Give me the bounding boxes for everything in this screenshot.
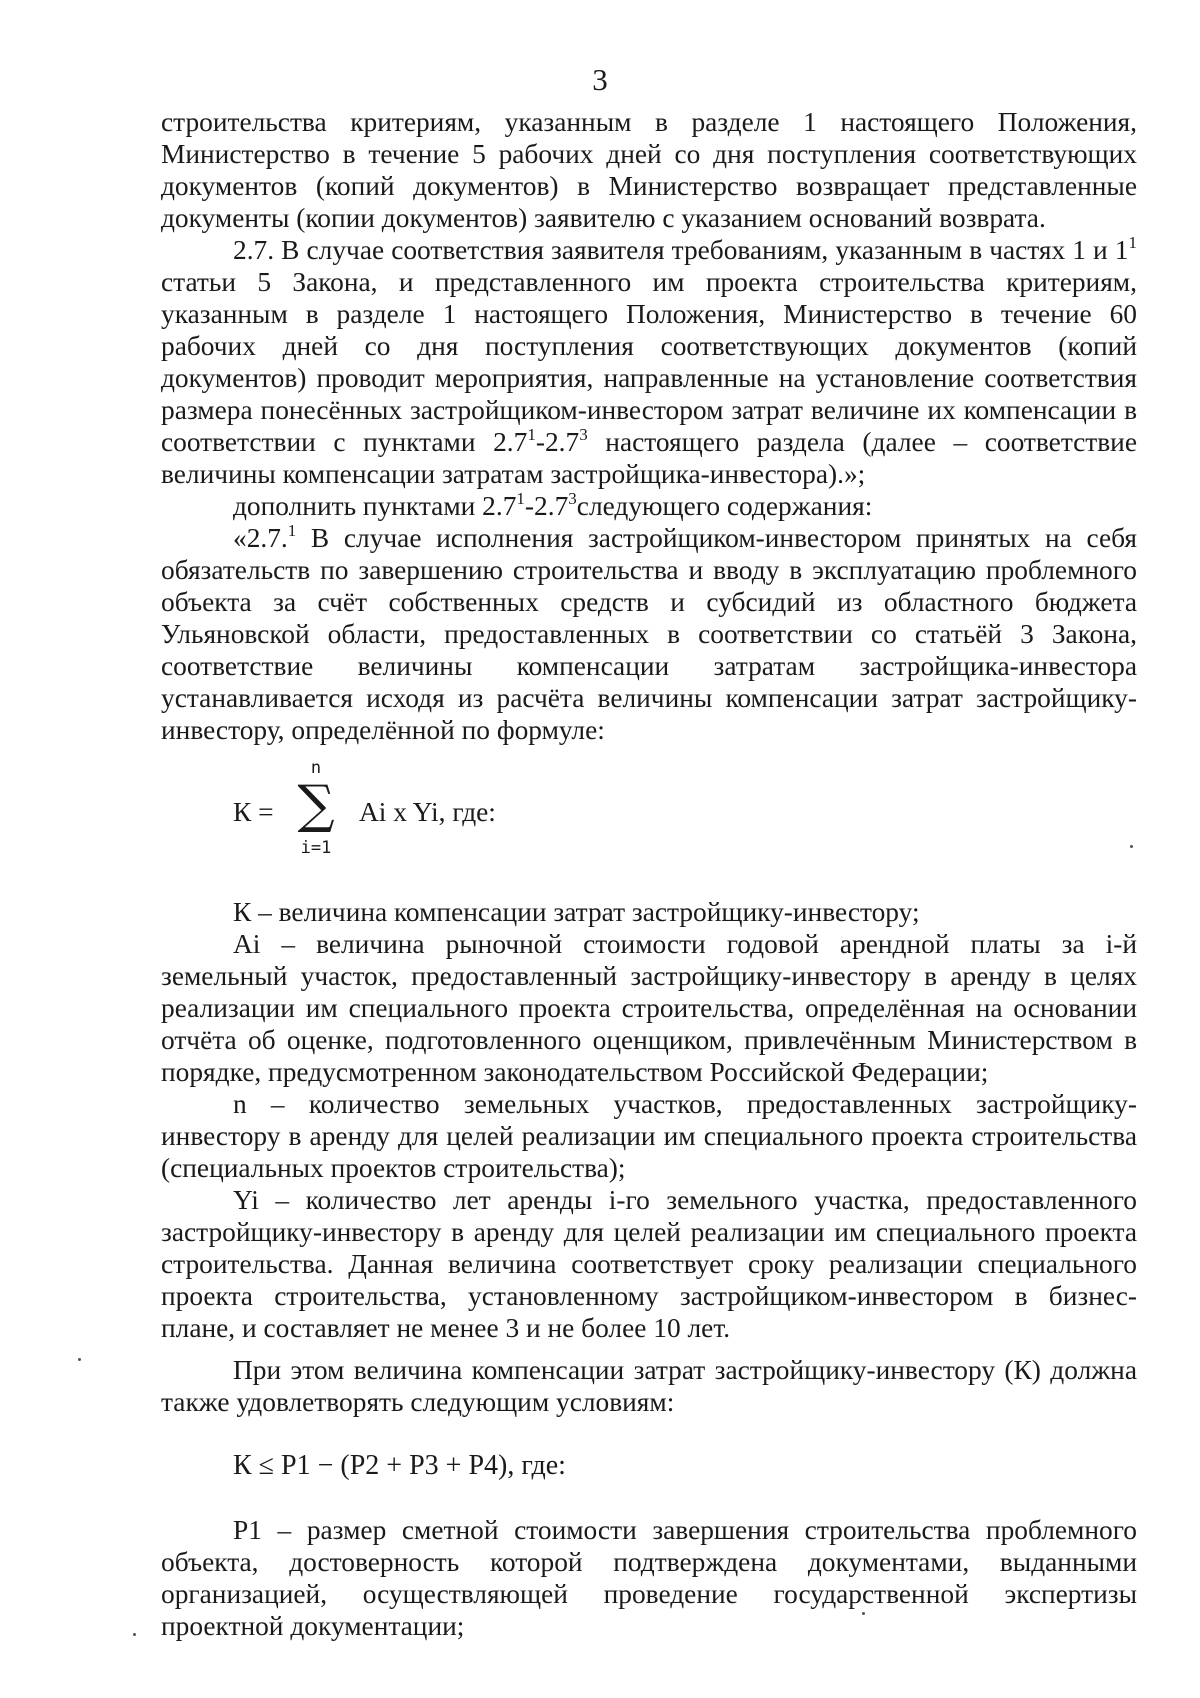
- scan-speck: [133, 1633, 136, 1636]
- definition-k: К – величина компенсации затрат застройщику-инвестору;: [233, 897, 920, 927]
- compensation-formula: [161, 746, 1137, 886]
- paragraph-2-7-text-b: статьи 5 Закона, и представленного им проекта строительства критериям, указанным в разделе 1 настоящего Положения, Министерство в течение 60 рабочих дней со дня поступления соответствующих документов (копий документов) проводит мероприятия, направленные на установление соответствия размера понесённых застройщиком-инвестором затрат величине их компенсации в соответствии с пунктами 2.7: [161, 267, 1137, 457]
- superscript-1: 1: [527, 425, 536, 444]
- paragraph-supplement: [161, 490, 1137, 522]
- supplement-text-b: -2.7: [524, 491, 569, 521]
- superscript-3: 3: [579, 425, 588, 444]
- page-number: 3: [592, 62, 608, 97]
- document-body: [161, 106, 1137, 1642]
- formula-rhs: Ai x Yi, где:: [359, 797, 496, 827]
- paragraph-2-7-1: [161, 522, 1137, 746]
- superscript-1: 1: [516, 489, 525, 508]
- sigma-symbol: ∑: [297, 775, 335, 835]
- sum-lower-limit: i=1: [300, 838, 332, 858]
- superscript-1: 1: [287, 521, 297, 540]
- definition-p1: Р1 – размер сметной стоимости завершения строительства проблемного объекта, достоверность которой подтверждена документами, выданными организацией, осуществляющей проведение государственной экспертизы проектной документации;: [161, 1515, 1137, 1641]
- paragraph-2-7-1-text: В случае исполнения застройщиком-инвестором принятых на себя обязательств по завершению строительства и вводу в эксплуатацию проблемного объекта за счёт собственных средств и субсидий из областного бюджета Ульяновской области, предоставленных в соответствии со статьёй 3 Закона, соответствие величины компенсации затратам застройщика-инвестора устанавливается исходя из расчёта величины компенсации затрат застройщику-инвестору, определённой по формуле:: [161, 523, 1137, 745]
- scan-speck: [1130, 845, 1133, 848]
- scan-speck: [78, 1358, 81, 1361]
- paragraph-2-7-text-c: -2.7: [535, 427, 580, 457]
- sum-upper-limit: n: [310, 758, 322, 778]
- formula-lhs: К =: [233, 797, 281, 827]
- inequality-text: К ≤ Р1 − (Р2 + Р3 + Р4), где:: [233, 1450, 566, 1481]
- inequality-formula: [161, 1418, 1137, 1514]
- paragraph-2-7: [161, 234, 1137, 490]
- paragraph-2-7-1-number: «2.7.: [233, 523, 288, 553]
- superscript-3: 3: [568, 489, 577, 508]
- definition-n: n – количество земельных участков, предоставленных застройщику-инвестору в аренду для целей реализации им специального проекта строительства (специальных проектов строительства);: [161, 1089, 1137, 1183]
- scan-speck: [862, 1612, 865, 1615]
- paragraph-conditions: При этом величина компенсации затрат застройщику-инвестору (К) должна также удовлетворять следующим условиям:: [161, 1355, 1137, 1417]
- superscript-1: 1: [1128, 233, 1137, 252]
- supplement-text-a: дополнить пунктами 2.7: [233, 491, 517, 521]
- paragraph-returning-documents: строительства критериям, указанным в разделе 1 настоящего Положения, Министерство в течение 5 рабочих дней со дня поступления соответствующих документов (копий документов) в Министерство возвращает представленные документы (копии документов) заявителю с указанием оснований возврата.: [161, 107, 1137, 233]
- definition-yi: Yi – количество лет аренды i-го земельного участка, предоставленного застройщику-инвестору в аренду для целей реализации им специального проекта строительства. Данная величина соответствует сроку реализации специального проекта строительства, установленному застройщиком-инвестором в бизнес-плане, и составляет не менее 3 и не более 10 лет.: [161, 1185, 1137, 1343]
- paragraph-2-7-text-a: 2.7. В случае соответствия заявителя требованиям, указанным в частях 1 и 1: [233, 235, 1129, 265]
- paragraph-2-7-text-d: настоящего раздела (далее – соответствие величины компенсации затратам застройщика-инвестора).»;: [161, 427, 1137, 489]
- supplement-text-c: следующего содержания:: [576, 491, 873, 521]
- definition-ai: Ai – величина рыночной стоимости годовой арендной платы за i-й земельный участок, предоставленный застройщику-инвестору в аренду в целях реализации им специального проекта строительства, определённая на основании отчёта об оценке, подготовленного оценщиком, привлечённым Министерством в порядке, предусмотренном законодательством Российской Федерации;: [161, 929, 1137, 1087]
